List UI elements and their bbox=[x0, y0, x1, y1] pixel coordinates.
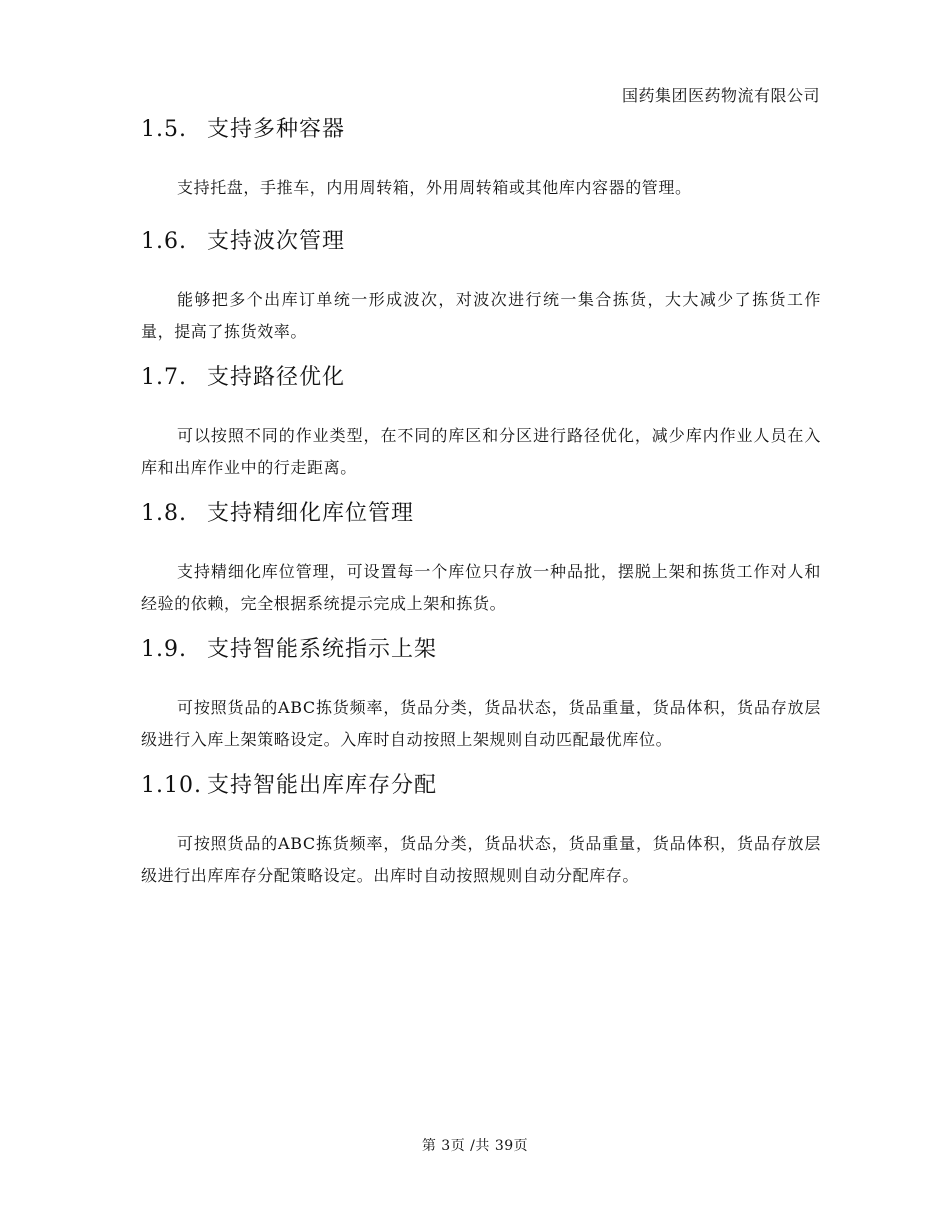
section-1-8 bbox=[141, 498, 821, 620]
section-1-10 bbox=[141, 770, 821, 892]
section-1-7 bbox=[141, 362, 821, 484]
section-paragraph: 可以按照不同的作业类型，在不同的库区和分区进行路径优化，减少库内作业人员在入库和出库作业中的行走距离。 bbox=[141, 426, 821, 477]
section-paragraph: 可按照货品的ABC拣货频率，货品分类，货品状态，货品重量，货品体积，货品存放层级进行入库上架策略设定。入库时自动按照上架规则自动匹配最优库位。 bbox=[141, 698, 821, 749]
section-paragraph: 支持精细化库位管理，可设置每一个库位只存放一种品批，摆脱上架和拣货工作对人和经验的依赖，完全根据系统提示完成上架和拣货。 bbox=[141, 562, 821, 613]
section-1-5 bbox=[141, 114, 821, 204]
section-number: 1.10. bbox=[141, 773, 202, 798]
section-number: 1.5. bbox=[141, 117, 187, 142]
section-title: 支持路径优化 bbox=[207, 365, 346, 390]
section-heading bbox=[141, 362, 821, 394]
section-paragraph: 能够把多个出库订单统一形成波次，对波次进行统一集合拣货，大大减少了拣货工作量，提高了拣货效率。 bbox=[141, 290, 821, 341]
section-heading bbox=[141, 770, 821, 802]
section-heading bbox=[141, 634, 821, 666]
section-title: 支持多种容器 bbox=[207, 117, 346, 142]
section-paragraph: 支持托盘，手推车，内用周转箱，外用周转箱或其他库内容器的管理。 bbox=[177, 178, 692, 197]
section-number: 1.6. bbox=[141, 229, 187, 254]
section-1-9 bbox=[141, 634, 821, 756]
section-heading bbox=[141, 498, 821, 530]
section-title: 支持精细化库位管理 bbox=[207, 501, 415, 526]
section-title: 支持智能出库库存分配 bbox=[207, 773, 438, 798]
section-number: 1.8. bbox=[141, 501, 187, 526]
section-title: 支持波次管理 bbox=[207, 229, 346, 254]
section-heading bbox=[141, 114, 821, 146]
page-header-company: 国药集团医药物流有限公司 bbox=[621, 86, 820, 105]
page-number-footer: 第 3页 /共 39页 bbox=[421, 1138, 529, 1154]
section-heading bbox=[141, 226, 821, 258]
section-number: 1.7. bbox=[141, 365, 187, 390]
document-body bbox=[141, 114, 821, 906]
section-1-6 bbox=[141, 226, 821, 348]
section-title: 支持智能系统指示上架 bbox=[207, 637, 438, 662]
section-number: 1.9. bbox=[141, 637, 187, 662]
section-paragraph: 可按照货品的ABC拣货频率，货品分类，货品状态，货品重量，货品体积，货品存放层级进行出库库存分配策略设定。出库时自动按照规则自动分配库存。 bbox=[141, 834, 821, 885]
